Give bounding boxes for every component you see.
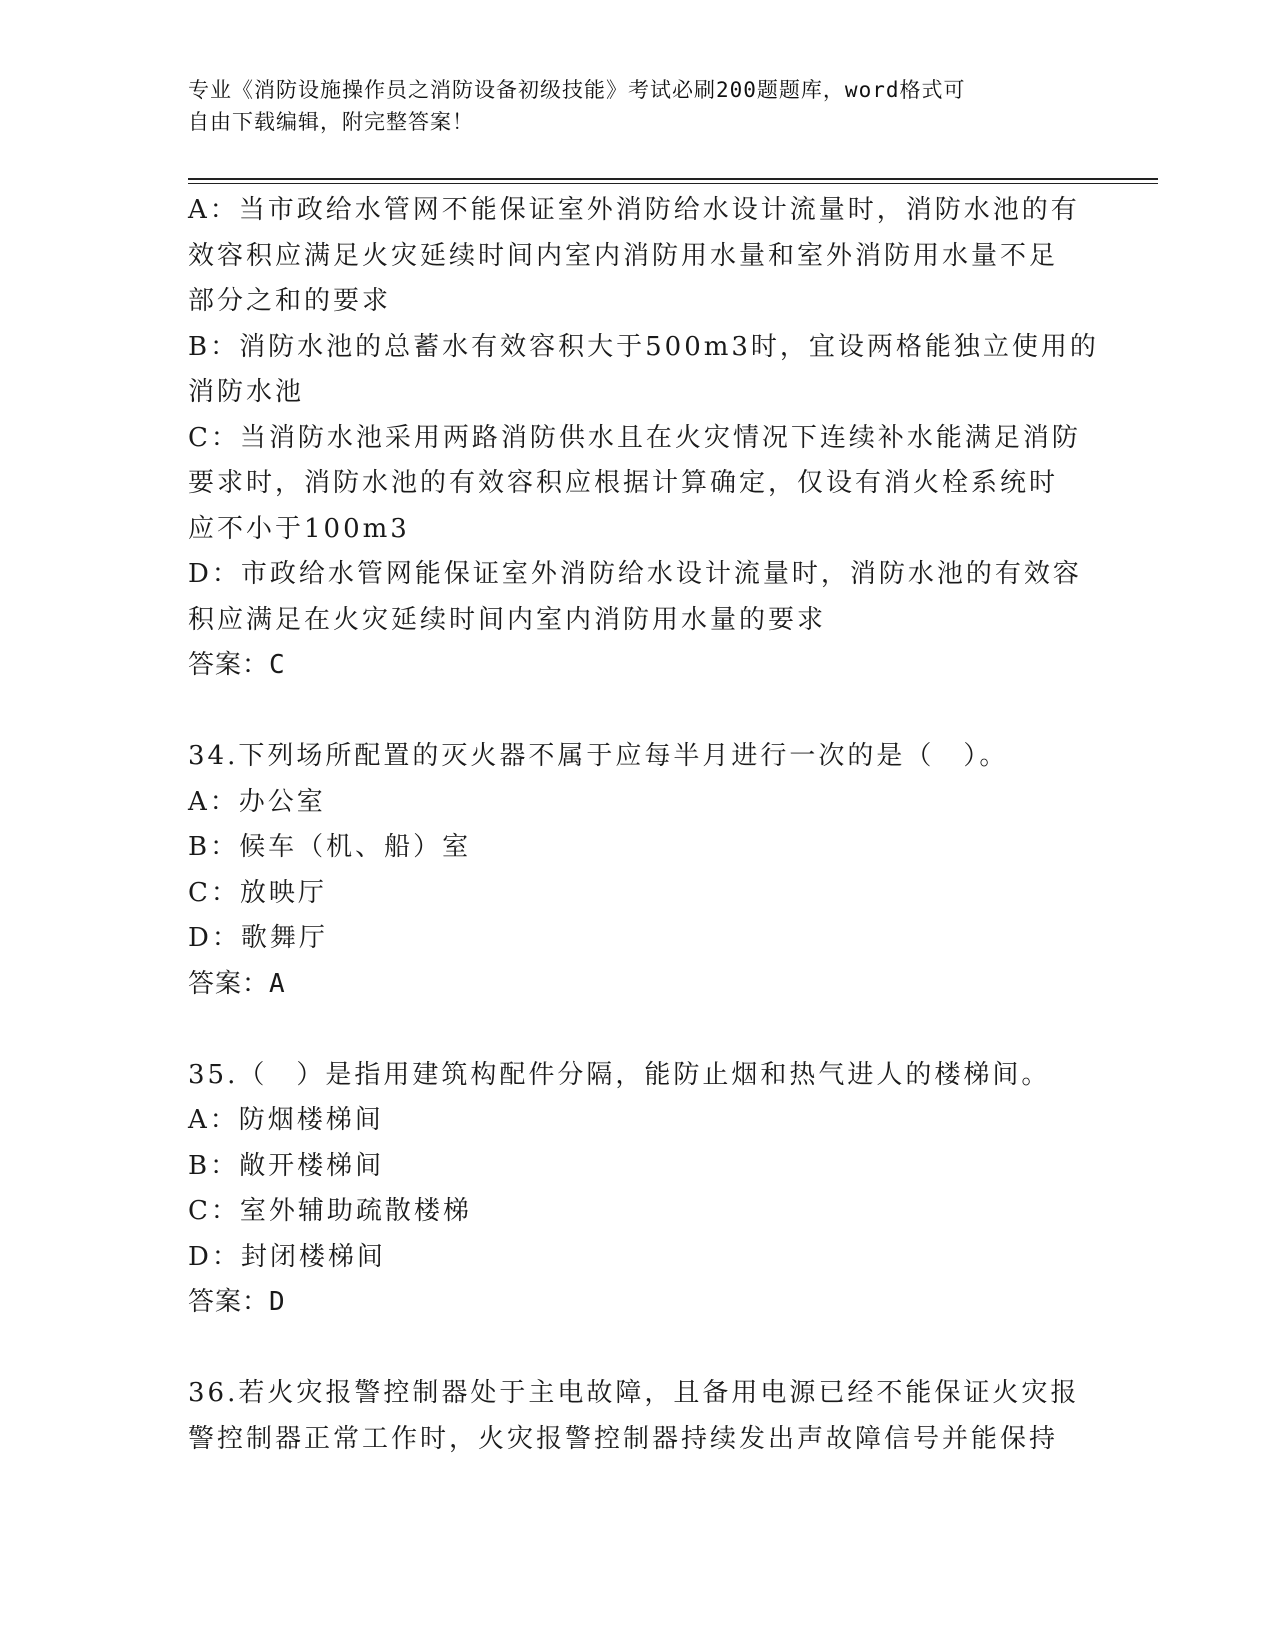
spacer [188, 1326, 1088, 1372]
q34-option-b: B：候车（机、船）室 [188, 832, 472, 862]
option-line: A：当市政给水管网不能保证室外消防给水设计流量时，消防水池的有 [188, 195, 1080, 225]
q35-answer: 答案：D [188, 1287, 286, 1317]
option-line: 要求时，消防水池的有效容积应根据计算确定，仅设有消火栓系统时 [188, 468, 1059, 498]
question-content [188, 188, 1099, 1462]
header-divider-thick [188, 178, 1158, 180]
header-line-1: 专业《消防设施操作员之消防设备初级技能》考试必刷200题题库，word格式可 [188, 78, 966, 102]
q34-option-c: C：放映厅 [188, 877, 327, 908]
option-line: 效容积应满足火灾延续时间内室内消防用水量和室外消防用水量不足 [188, 240, 1059, 271]
option-line: 应不小于100m3 [188, 513, 410, 544]
q33-option-a [188, 188, 1088, 325]
q35-question: 35.（ ）是指用建筑构配件分隔，能防止烟和热气进人的楼梯间。 [188, 1059, 1051, 1090]
q33-option-c [188, 416, 1088, 553]
spacer [188, 1007, 1088, 1053]
header-divider-thin [188, 183, 1158, 184]
option-line: C：当消防水池采用两路消防供水且在火灾情况下连续补水能满足消防 [188, 422, 1081, 453]
q33-option-d [188, 552, 1088, 643]
q36-question [188, 1371, 1088, 1462]
option-line: 部分之和的要求 [188, 286, 392, 316]
document-header [188, 74, 1068, 138]
q33-answer: 答案：C [188, 650, 286, 680]
q35-option-c: C：室外辅助疏散楼梯 [188, 1196, 472, 1226]
question-line: 警控制器正常工作时，火灾报警控制器持续发出声故障信号并能保持 [188, 1423, 1059, 1454]
q35-option-b: B：敞开楼梯间 [188, 1150, 385, 1181]
q34-answer: 答案：A [188, 968, 286, 999]
q34-question: 34.下列场所配置的灭火器不属于应每半月进行一次的是（ ）。 [188, 741, 1009, 771]
option-line: B：消防水池的总蓄水有效容积大于500m3时，宜设两格能独立使用的 [188, 331, 1099, 362]
q34-option-a: A：办公室 [188, 786, 326, 817]
q35-option-d: D：封闭楼梯间 [188, 1241, 386, 1272]
q33-option-b [188, 325, 1099, 416]
question-line: 36.若火灾报警控制器处于主电故障，且备用电源已经不能保证火灾报 [188, 1378, 1080, 1408]
q35-option-a: A：防烟楼梯间 [188, 1105, 384, 1135]
option-line: 积应满足在火灾延续时间内室内消防用水量的要求 [188, 604, 827, 635]
q34-option-d: D：歌舞厅 [188, 923, 328, 953]
spacer [188, 689, 1088, 735]
option-line: D：市政给水管网能保证室外消防给水设计流量时，消防水池的有效容 [188, 559, 1082, 589]
option-line: 消防水池 [188, 377, 305, 407]
header-line-2: 自由下载编辑，附完整答案！ [188, 110, 474, 134]
